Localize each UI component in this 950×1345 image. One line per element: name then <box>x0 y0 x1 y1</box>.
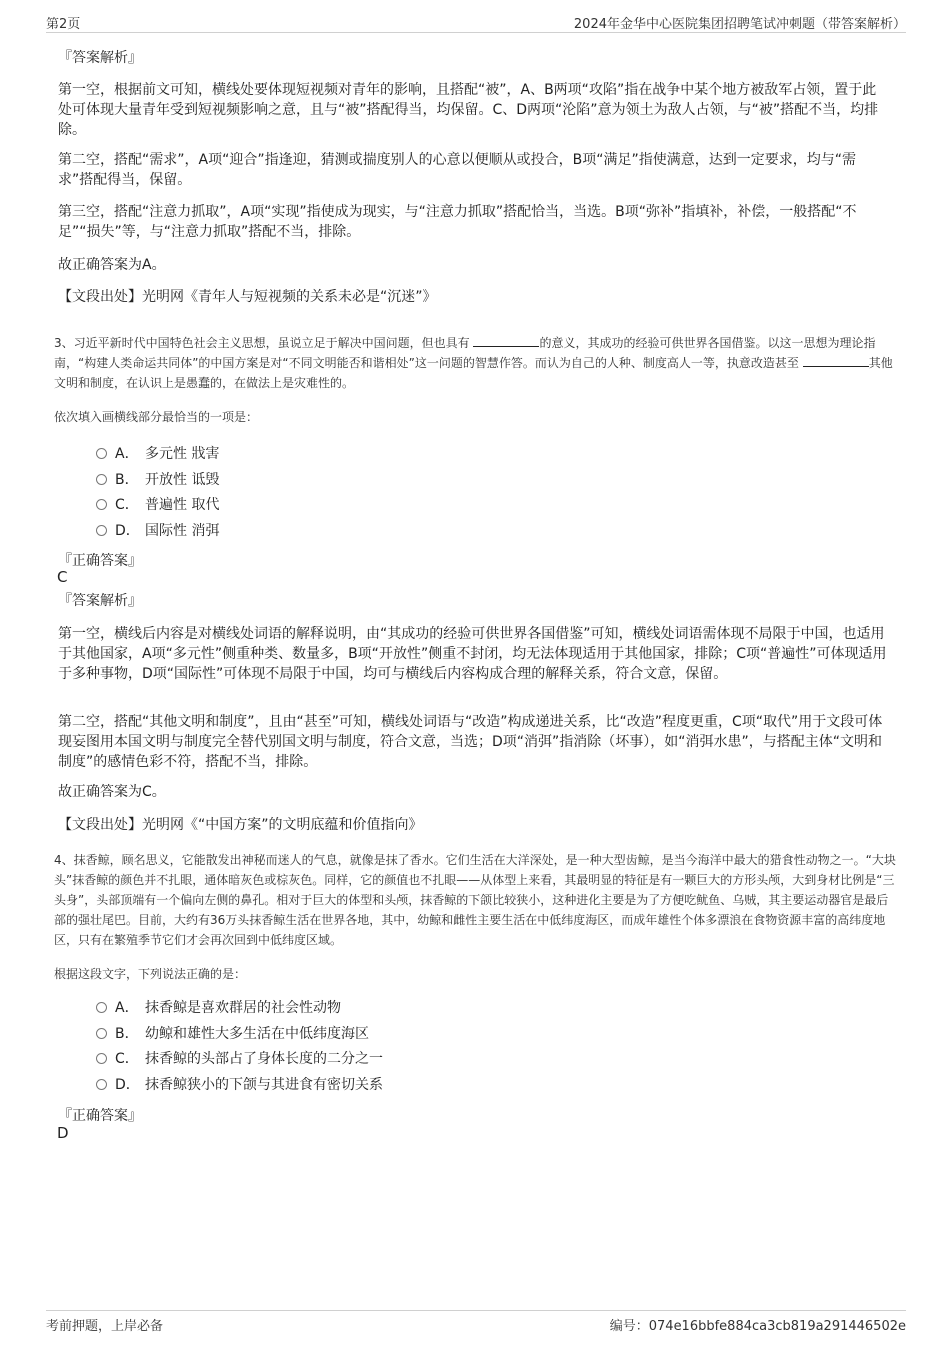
page-footer <box>46 1310 906 1333</box>
source-citation: 【文段出处】光明网《青年人与短视频的关系未必是“沉迷”》 <box>58 289 437 305</box>
fill-blank <box>473 334 539 347</box>
q3-option-c[interactable]: C． 普遍性 取代 <box>96 495 219 515</box>
analysis-paragraph: 第一空，根据前文可知，横线处要体现短视频对青年的影响，且搭配“被”，A、B两项“攻陷”指在战争中某个地方被敌军占领，置于此处可体现大量青年受到短视频影响之意，且与“被”搭配得当，均保留。C、D两项“沦陷”意为领土为敌人占领，与“被”搭配不当，均排除。 <box>58 82 879 138</box>
analysis-paragraph: 第二空，搭配“需求”，A项“迎合”指逢迎，猜测或揣度别人的心意以便顺从或投合，B项“满足”指使满意，达到一定要求，均与“需求”搭配得当，保留。 <box>58 152 856 188</box>
question-3-stem: 3、习近平新时代中国特色社会主义思想，虽说立足于解决中国问题，但也具有 的意义，其成功的经验可供世界各国借鉴。以这一思想为理论指南，“构建人类命运共同体”的中国方案是对“不同文明能否和谐相处”这一问题的智慧作答。而认为自己的人种、制度高人一等，执意改造甚至 其他文明和制度，在认识上是愚蠢的，在做法上是灾难性的。 <box>54 336 893 390</box>
analysis-paragraph: 第三空，搭配“注意力抓取”，A项“实现”指使成为现实，与“注意力抓取”搭配恰当，当选。B项“弥补”指填补，补偿，一般搭配“不足”“损失”等，与“注意力抓取”搭配不当，排除。 <box>58 204 857 240</box>
q3-option-a[interactable]: A． 多元性 戕害 <box>96 444 219 464</box>
correct-answer: D <box>57 1124 69 1142</box>
q3-option-b[interactable]: B． 开放性 诋毁 <box>96 470 219 490</box>
q4-option-b[interactable]: B． 幼鲸和雄性大多生活在中低纬度海区 <box>96 1024 369 1044</box>
analysis-paragraph: 第二空，搭配“其他文明和制度”，且由“甚至”可知，横线处词语与“改造”构成递进关系，比“改造”程度更重，C项“取代”用于文段可体现妄图用本国文明与制度完全替代别国文明与制度，符合文意，当选；D项“消弭”指消除（坏事），如“消弭水患”，与搭配主体“文明和制度”的感情色彩不符，搭配不当，排除。 <box>58 714 883 770</box>
analysis-tag: 『答案解析』 <box>58 50 142 66</box>
q3-option-d[interactable]: D． 国际性 消弭 <box>96 521 219 541</box>
page-header <box>46 10 906 33</box>
question-3-prompt: 依次填入画横线部分最恰当的一项是： <box>54 410 259 424</box>
radio-icon[interactable] <box>96 448 107 459</box>
radio-icon[interactable] <box>96 1079 107 1090</box>
radio-icon[interactable] <box>96 1028 107 1039</box>
radio-icon[interactable] <box>96 525 107 536</box>
correct-answer-tag: 『正确答案』 <box>58 1108 142 1124</box>
question-4-prompt: 根据这段文字，下列说法正确的是： <box>54 967 247 981</box>
q4-option-a[interactable]: A． 抹香鲸是喜欢群居的社会性动物 <box>96 998 341 1018</box>
radio-icon[interactable] <box>96 499 107 510</box>
footer-slogan: 考前押题，上岸必备 <box>46 1319 164 1334</box>
q4-option-d[interactable]: D． 抹香鲸狭小的下颌与其进食有密切关系 <box>96 1075 383 1095</box>
answer-conclusion: 故正确答案为A。 <box>58 257 166 273</box>
fill-blank <box>803 354 869 367</box>
radio-icon[interactable] <box>96 474 107 485</box>
correct-answer: C <box>57 568 68 586</box>
page-number: 第2页 <box>46 17 81 32</box>
question-4-stem: 4、抹香鲸，顾名思义，它能散发出神秘而迷人的气息，就像是抹了香水。它们生活在大洋深处，是一种大型齿鲸，是当今海洋中最大的猎食性动物之一。“大块头”抹香鲸的颜色并不扎眼，通体暗灰色或棕灰色。同样，它的颜值也不扎眼——从体型上来看，其最明显的特征是有一颗巨大的方形头颅，大到身材比例是“三头身”，头部顶端有一个偏向左侧的鼻孔。相对于巨大的体型和头颅，抹香鲸的下颌比较狭小，这种进化主要是为了方便吃鱿鱼、乌贼，其主要运动器官是最后部的强壮尾巴。目前，大约有36万头抹香鲸生活在世界各地，其中，幼鲸和雌性主要生活在中低纬度海区，而成年雄性个体多漂浪在食物资源丰富的高纬度地区，只有在繁殖季节它们才会再次回到中低纬度区域。 <box>54 853 896 947</box>
analysis-tag: 『答案解析』 <box>58 593 142 609</box>
analysis-paragraph: 第一空，横线后内容是对横线处词语的解释说明，由“其成功的经验可供世界各国借鉴”可知，横线处词语需体现不局限于中国，也适用于其他国家，A项“多元性”侧重种类、数量多，B项“开放性”侧重不封闭，均无法体现适用于其他国家，排除；C项“普遍性”可体现适用于多种事物，D项“国际性”可体现不局限于中国，均可与横线后内容构成合理的解释关系，符合文意，保留。 <box>58 626 887 682</box>
answer-conclusion: 故正确答案为C。 <box>58 784 166 800</box>
q4-option-c[interactable]: C． 抹香鲸的头部占了身体长度的二分之一 <box>96 1049 383 1069</box>
source-citation: 【文段出处】光明网《“中国方案”的文明底蕴和价值指向》 <box>58 817 423 833</box>
correct-answer-tag: 『正确答案』 <box>58 553 142 569</box>
radio-icon[interactable] <box>96 1053 107 1064</box>
radio-icon[interactable] <box>96 1002 107 1013</box>
document-title: 2024年金华中心医院集团招聘笔试冲刺题（带答案解析） <box>573 17 906 32</box>
document-code: 编号：074e16bbfe884ca3cb819a291446502e <box>609 1319 906 1334</box>
